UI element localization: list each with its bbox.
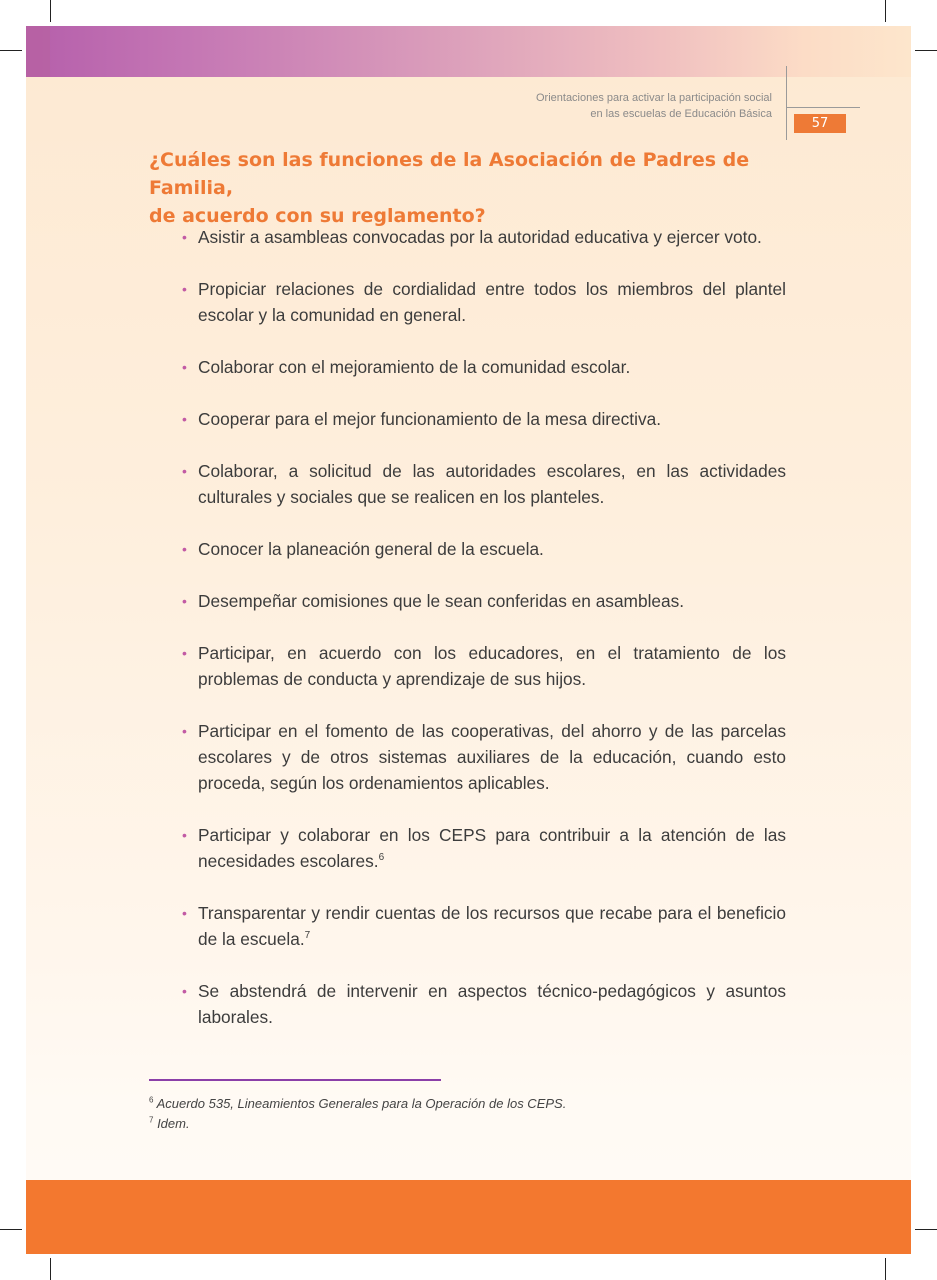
list-item: [182, 900, 786, 952]
list-item: [182, 276, 786, 328]
crop-mark: [885, 1258, 886, 1280]
list-item: [182, 588, 786, 614]
bullet-icon: •: [182, 229, 187, 245]
bullet-icon: •: [182, 411, 187, 427]
bullet-icon: •: [182, 541, 187, 557]
crop-mark: [50, 0, 51, 22]
footnote-text: Idem.: [153, 1116, 190, 1131]
bullet-icon: •: [182, 593, 187, 609]
title-line-1: ¿Cuáles son las funciones de la Asociación de Padres de Familia,: [149, 149, 750, 199]
footnote: [149, 1094, 566, 1114]
list-item-text: Propiciar relaciones de cordialidad entre todos los miembros del plantel escolar y la comunidad en general.: [198, 279, 786, 325]
bullet-icon: •: [182, 827, 187, 843]
crop-mark: [885, 0, 886, 22]
footnote-text: Acuerdo 535, Lineamientos Generales para la Operación de los CEPS.: [153, 1096, 567, 1111]
list-item-text: Se abstendrá de intervenir en aspectos técnico-pedagógicos y asuntos laborales.: [198, 981, 786, 1027]
list-item: [182, 536, 786, 562]
list-item: [182, 458, 786, 510]
header-horizontal-rule: [786, 107, 860, 108]
bottom-color-band: [26, 1180, 911, 1254]
crop-mark: [0, 1229, 22, 1230]
list-item: [182, 640, 786, 692]
header-line-2: en las escuelas de Educación Básica: [590, 108, 772, 120]
bullet-icon: •: [182, 463, 187, 479]
top-color-band: [26, 26, 911, 77]
header-vertical-rule: [786, 66, 787, 140]
bullet-icon: •: [182, 645, 187, 661]
crop-mark: [0, 50, 22, 51]
list-item-text: Transparentar y rendir cuentas de los recursos que recabe para el beneficio de la escuela.: [198, 903, 786, 949]
footnote-number: 6: [149, 1095, 154, 1105]
bullet-icon: •: [182, 983, 187, 999]
list-item: [182, 406, 786, 432]
list-item-text: Colaborar con el mejoramiento de la comunidad escolar.: [198, 357, 631, 377]
section-title: [149, 146, 789, 230]
crop-mark: [915, 50, 937, 51]
title-line-2: de acuerdo con su reglamento?: [149, 205, 486, 227]
footnote-ref: 7: [304, 930, 311, 942]
bullet-icon: •: [182, 723, 187, 739]
list-item-text: Conocer la planeación general de la escuela.: [198, 539, 544, 559]
list-item: [182, 718, 786, 796]
footnote-rule: [149, 1079, 441, 1081]
list-item-text: Participar, en acuerdo con los educadores, en el tratamiento de los problemas de conducta y aprendizaje de sus hijos.: [198, 643, 786, 689]
footnotes: [149, 1094, 566, 1134]
running-header: [536, 90, 772, 122]
list-item: [182, 354, 786, 380]
list-item-text: Desempeñar comisiones que le sean conferidas en asambleas.: [198, 591, 685, 611]
bullet-icon: •: [182, 281, 187, 297]
list-item-text: Participar en el fomento de las cooperativas, del ahorro y de las parcelas escolares y de otros sistemas auxiliares de la educación, cuando esto proceda, según los ordenamientos aplicables.: [198, 721, 786, 793]
footnote-ref: 6: [378, 852, 385, 864]
document-page: [26, 26, 911, 1254]
list-item-text: Cooperar para el mejor funcionamiento de la mesa directiva.: [198, 409, 661, 429]
bullet-icon: •: [182, 359, 187, 375]
top-band-edge: [26, 26, 50, 77]
page-number: 57: [794, 114, 846, 133]
list-item-text: Colaborar, a solicitud de las autoridades escolares, en las actividades culturales y sociales que se realicen en los planteles.: [198, 461, 786, 507]
crop-mark: [915, 1229, 937, 1230]
footnote-number: 7: [149, 1115, 154, 1125]
list-item: [182, 224, 786, 250]
crop-mark: [50, 1258, 51, 1280]
list-item: [182, 822, 786, 874]
bullet-icon: •: [182, 905, 187, 921]
list-item-text: Asistir a asambleas convocadas por la autoridad educativa y ejercer voto.: [198, 227, 762, 247]
header-line-1: Orientaciones para activar la participación social: [535, 92, 772, 104]
list-item: [182, 978, 786, 1030]
footnote: [149, 1114, 566, 1134]
list-item-text: Participar y colaborar en los CEPS para contribuir a la atención de las necesidades escolares.: [198, 825, 786, 871]
functions-list: [182, 224, 786, 1056]
